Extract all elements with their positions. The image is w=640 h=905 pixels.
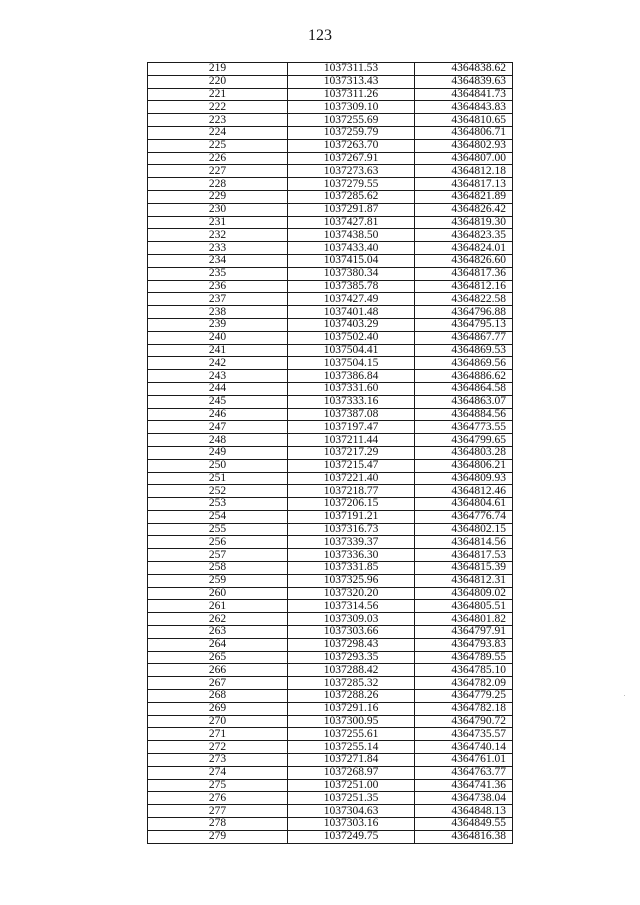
x-coordinate-cell: 1037221.40 <box>288 472 415 485</box>
point-number-cell: 266 <box>148 664 288 677</box>
point-number-cell: 219 <box>148 63 288 76</box>
point-number-cell: 267 <box>148 677 288 690</box>
y-coordinate-cell: 4364812.18 <box>415 165 513 178</box>
x-coordinate-cell: 1037331.60 <box>288 382 415 395</box>
x-coordinate-cell: 1037427.49 <box>288 293 415 306</box>
x-coordinate-cell: 1037259.79 <box>288 126 415 139</box>
table-row <box>148 459 513 472</box>
x-coordinate-cell: 1037285.32 <box>288 677 415 690</box>
table-row <box>148 574 513 587</box>
y-coordinate-cell: 4364779.25 <box>415 690 513 703</box>
x-coordinate-cell: 1037401.48 <box>288 306 415 319</box>
table-row <box>148 779 513 792</box>
y-coordinate-cell: 4364867.77 <box>415 331 513 344</box>
x-coordinate-cell: 1037504.15 <box>288 357 415 370</box>
point-number-cell: 238 <box>148 306 288 319</box>
x-coordinate-cell: 1037304.63 <box>288 805 415 818</box>
x-coordinate-cell: 1037303.66 <box>288 626 415 639</box>
table-row <box>148 715 513 728</box>
x-coordinate-cell: 1037438.50 <box>288 229 415 242</box>
y-coordinate-cell: 4364824.01 <box>415 242 513 255</box>
x-coordinate-cell: 1037325.96 <box>288 574 415 587</box>
x-coordinate-cell: 1037303.16 <box>288 818 415 831</box>
point-number-cell: 251 <box>148 472 288 485</box>
y-coordinate-cell: 4364848.13 <box>415 805 513 818</box>
x-coordinate-cell: 1037255.14 <box>288 741 415 754</box>
y-coordinate-cell: 4364763.77 <box>415 766 513 779</box>
x-coordinate-cell: 1037427.81 <box>288 216 415 229</box>
y-coordinate-cell: 4364822.58 <box>415 293 513 306</box>
y-coordinate-cell: 4364826.60 <box>415 254 513 267</box>
y-coordinate-cell: 4364884.56 <box>415 408 513 421</box>
point-number-cell: 224 <box>148 126 288 139</box>
x-coordinate-cell: 1037311.26 <box>288 88 415 101</box>
point-number-cell: 248 <box>148 434 288 447</box>
table-row <box>148 549 513 562</box>
table-row <box>148 754 513 767</box>
point-number-cell: 272 <box>148 741 288 754</box>
point-number-cell: 222 <box>148 101 288 114</box>
table-row <box>148 792 513 805</box>
y-coordinate-cell: 4364802.15 <box>415 523 513 536</box>
table-row <box>148 498 513 511</box>
y-coordinate-cell: 4364814.56 <box>415 536 513 549</box>
point-number-cell: 232 <box>148 229 288 242</box>
y-coordinate-cell: 4364819.30 <box>415 216 513 229</box>
point-number-cell: 262 <box>148 613 288 626</box>
point-number-cell: 239 <box>148 318 288 331</box>
x-coordinate-cell: 1037433.40 <box>288 242 415 255</box>
table-row <box>148 587 513 600</box>
table-row <box>148 267 513 280</box>
table-row <box>148 216 513 229</box>
y-coordinate-cell: 4364823.35 <box>415 229 513 242</box>
point-number-cell: 225 <box>148 139 288 152</box>
x-coordinate-cell: 1037288.26 <box>288 690 415 703</box>
x-coordinate-cell: 1037197.47 <box>288 421 415 434</box>
x-coordinate-cell: 1037339.37 <box>288 536 415 549</box>
point-number-cell: 276 <box>148 792 288 805</box>
point-number-cell: 228 <box>148 178 288 191</box>
x-coordinate-cell: 1037273.63 <box>288 165 415 178</box>
x-coordinate-cell: 1037251.35 <box>288 792 415 805</box>
y-coordinate-cell: 4364804.61 <box>415 498 513 511</box>
point-number-cell: 223 <box>148 114 288 127</box>
table-row <box>148 536 513 549</box>
table-row <box>148 472 513 485</box>
table-row <box>148 485 513 498</box>
x-coordinate-cell: 1037191.21 <box>288 510 415 523</box>
table-row <box>148 677 513 690</box>
table-row <box>148 562 513 575</box>
table-row <box>148 254 513 267</box>
table-row <box>148 690 513 703</box>
scan-artifact-dot <box>624 695 625 696</box>
table-row <box>148 190 513 203</box>
point-number-cell: 229 <box>148 190 288 203</box>
table-row <box>148 126 513 139</box>
table-row <box>148 152 513 165</box>
point-number-cell: 240 <box>148 331 288 344</box>
table-row <box>148 766 513 779</box>
table-row <box>148 229 513 242</box>
y-coordinate-cell: 4364801.82 <box>415 613 513 626</box>
table-row <box>148 510 513 523</box>
table-row <box>148 165 513 178</box>
point-number-cell: 235 <box>148 267 288 280</box>
y-coordinate-cell: 4364776.74 <box>415 510 513 523</box>
x-coordinate-cell: 1037255.61 <box>288 728 415 741</box>
x-coordinate-cell: 1037211.44 <box>288 434 415 447</box>
table-row <box>148 331 513 344</box>
point-number-cell: 245 <box>148 395 288 408</box>
x-coordinate-cell: 1037263.70 <box>288 139 415 152</box>
point-number-cell: 273 <box>148 754 288 767</box>
x-coordinate-cell: 1037300.95 <box>288 715 415 728</box>
x-coordinate-cell: 1037285.62 <box>288 190 415 203</box>
y-coordinate-cell: 4364782.09 <box>415 677 513 690</box>
y-coordinate-cell: 4364816.38 <box>415 830 513 843</box>
y-coordinate-cell: 4364741.36 <box>415 779 513 792</box>
y-coordinate-cell: 4364735.57 <box>415 728 513 741</box>
y-coordinate-cell: 4364805.51 <box>415 600 513 613</box>
x-coordinate-cell: 1037380.34 <box>288 267 415 280</box>
y-coordinate-cell: 4364815.39 <box>415 562 513 575</box>
y-coordinate-cell: 4364839.63 <box>415 75 513 88</box>
x-coordinate-cell: 1037311.53 <box>288 63 415 76</box>
point-number-cell: 271 <box>148 728 288 741</box>
x-coordinate-cell: 1037336.30 <box>288 549 415 562</box>
x-coordinate-cell: 1037267.91 <box>288 152 415 165</box>
table-row <box>148 395 513 408</box>
x-coordinate-cell: 1037415.04 <box>288 254 415 267</box>
x-coordinate-cell: 1037309.03 <box>288 613 415 626</box>
point-number-cell: 234 <box>148 254 288 267</box>
x-coordinate-cell: 1037331.85 <box>288 562 415 575</box>
y-coordinate-cell: 4364740.14 <box>415 741 513 754</box>
y-coordinate-cell: 4364864.58 <box>415 382 513 395</box>
point-number-cell: 274 <box>148 766 288 779</box>
y-coordinate-cell: 4364782.18 <box>415 702 513 715</box>
table-row <box>148 434 513 447</box>
y-coordinate-cell: 4364821.89 <box>415 190 513 203</box>
point-number-cell: 227 <box>148 165 288 178</box>
point-number-cell: 231 <box>148 216 288 229</box>
x-coordinate-cell: 1037288.42 <box>288 664 415 677</box>
x-coordinate-cell: 1037271.84 <box>288 754 415 767</box>
y-coordinate-cell: 4364790.72 <box>415 715 513 728</box>
table-row <box>148 382 513 395</box>
table-row <box>148 728 513 741</box>
x-coordinate-cell: 1037255.69 <box>288 114 415 127</box>
y-coordinate-cell: 4364802.93 <box>415 139 513 152</box>
point-number-cell: 259 <box>148 574 288 587</box>
coordinates-table <box>147 62 513 844</box>
y-coordinate-cell: 4364806.71 <box>415 126 513 139</box>
table-row <box>148 446 513 459</box>
table-row <box>148 318 513 331</box>
table-row <box>148 357 513 370</box>
point-number-cell: 260 <box>148 587 288 600</box>
y-coordinate-cell: 4364809.93 <box>415 472 513 485</box>
x-coordinate-cell: 1037251.00 <box>288 779 415 792</box>
y-coordinate-cell: 4364810.65 <box>415 114 513 127</box>
x-coordinate-cell: 1037298.43 <box>288 638 415 651</box>
point-number-cell: 279 <box>148 830 288 843</box>
y-coordinate-cell: 4364803.28 <box>415 446 513 459</box>
point-number-cell: 277 <box>148 805 288 818</box>
y-coordinate-cell: 4364817.36 <box>415 267 513 280</box>
point-number-cell: 221 <box>148 88 288 101</box>
y-coordinate-cell: 4364863.07 <box>415 395 513 408</box>
table-row <box>148 306 513 319</box>
table-row <box>148 139 513 152</box>
y-coordinate-cell: 4364849.55 <box>415 818 513 831</box>
table-row <box>148 101 513 114</box>
table-row <box>148 651 513 664</box>
y-coordinate-cell: 4364797.91 <box>415 626 513 639</box>
point-number-cell: 247 <box>148 421 288 434</box>
y-coordinate-cell: 4364869.53 <box>415 344 513 357</box>
table-row <box>148 63 513 76</box>
point-number-cell: 255 <box>148 523 288 536</box>
point-number-cell: 241 <box>148 344 288 357</box>
point-number-cell: 230 <box>148 203 288 216</box>
y-coordinate-cell: 4364843.83 <box>415 101 513 114</box>
point-number-cell: 257 <box>148 549 288 562</box>
table-row <box>148 741 513 754</box>
table-row <box>148 830 513 843</box>
point-number-cell: 236 <box>148 280 288 293</box>
table-row <box>148 523 513 536</box>
point-number-cell: 253 <box>148 498 288 511</box>
y-coordinate-cell: 4364799.65 <box>415 434 513 447</box>
point-number-cell: 252 <box>148 485 288 498</box>
y-coordinate-cell: 4364886.62 <box>415 370 513 383</box>
table-row <box>148 664 513 677</box>
point-number-cell: 258 <box>148 562 288 575</box>
x-coordinate-cell: 1037504.41 <box>288 344 415 357</box>
point-number-cell: 250 <box>148 459 288 472</box>
point-number-cell: 269 <box>148 702 288 715</box>
x-coordinate-cell: 1037279.55 <box>288 178 415 191</box>
table-row <box>148 702 513 715</box>
table-row <box>148 613 513 626</box>
y-coordinate-cell: 4364812.31 <box>415 574 513 587</box>
point-number-cell: 270 <box>148 715 288 728</box>
table-row <box>148 293 513 306</box>
table-row <box>148 114 513 127</box>
y-coordinate-cell: 4364826.42 <box>415 203 513 216</box>
point-number-cell: 275 <box>148 779 288 792</box>
y-coordinate-cell: 4364761.01 <box>415 754 513 767</box>
table-row <box>148 818 513 831</box>
y-coordinate-cell: 4364812.16 <box>415 280 513 293</box>
table-row <box>148 178 513 191</box>
y-coordinate-cell: 4364812.46 <box>415 485 513 498</box>
y-coordinate-cell: 4364795.13 <box>415 318 513 331</box>
x-coordinate-cell: 1037293.35 <box>288 651 415 664</box>
y-coordinate-cell: 4364785.10 <box>415 664 513 677</box>
x-coordinate-cell: 1037387.08 <box>288 408 415 421</box>
y-coordinate-cell: 4364789.55 <box>415 651 513 664</box>
point-number-cell: 226 <box>148 152 288 165</box>
x-coordinate-cell: 1037309.10 <box>288 101 415 114</box>
table-row <box>148 344 513 357</box>
table-row <box>148 203 513 216</box>
x-coordinate-cell: 1037385.78 <box>288 280 415 293</box>
y-coordinate-cell: 4364738.04 <box>415 792 513 805</box>
point-number-cell: 243 <box>148 370 288 383</box>
coordinates-table-body <box>148 63 513 844</box>
point-number-cell: 256 <box>148 536 288 549</box>
point-number-cell: 249 <box>148 446 288 459</box>
x-coordinate-cell: 1037333.16 <box>288 395 415 408</box>
point-number-cell: 220 <box>148 75 288 88</box>
point-number-cell: 264 <box>148 638 288 651</box>
x-coordinate-cell: 1037206.15 <box>288 498 415 511</box>
point-number-cell: 261 <box>148 600 288 613</box>
y-coordinate-cell: 4364793.83 <box>415 638 513 651</box>
x-coordinate-cell: 1037386.84 <box>288 370 415 383</box>
x-coordinate-cell: 1037314.56 <box>288 600 415 613</box>
point-number-cell: 246 <box>148 408 288 421</box>
y-coordinate-cell: 4364817.13 <box>415 178 513 191</box>
x-coordinate-cell: 1037291.16 <box>288 702 415 715</box>
x-coordinate-cell: 1037403.29 <box>288 318 415 331</box>
table-row <box>148 75 513 88</box>
y-coordinate-cell: 4364809.02 <box>415 587 513 600</box>
table-row <box>148 626 513 639</box>
y-coordinate-cell: 4364773.55 <box>415 421 513 434</box>
point-number-cell: 265 <box>148 651 288 664</box>
y-coordinate-cell: 4364838.62 <box>415 63 513 76</box>
y-coordinate-cell: 4364806.21 <box>415 459 513 472</box>
x-coordinate-cell: 1037249.75 <box>288 830 415 843</box>
point-number-cell: 263 <box>148 626 288 639</box>
x-coordinate-cell: 1037291.87 <box>288 203 415 216</box>
table-row <box>148 88 513 101</box>
table-row <box>148 242 513 255</box>
point-number-cell: 244 <box>148 382 288 395</box>
y-coordinate-cell: 4364796.88 <box>415 306 513 319</box>
x-coordinate-cell: 1037320.20 <box>288 587 415 600</box>
point-number-cell: 278 <box>148 818 288 831</box>
x-coordinate-cell: 1037313.43 <box>288 75 415 88</box>
x-coordinate-cell: 1037268.97 <box>288 766 415 779</box>
table-row <box>148 805 513 818</box>
x-coordinate-cell: 1037215.47 <box>288 459 415 472</box>
x-coordinate-cell: 1037218.77 <box>288 485 415 498</box>
table-row <box>148 600 513 613</box>
table-row <box>148 638 513 651</box>
table-row <box>148 370 513 383</box>
y-coordinate-cell: 4364807.00 <box>415 152 513 165</box>
x-coordinate-cell: 1037502.40 <box>288 331 415 344</box>
table-row <box>148 280 513 293</box>
y-coordinate-cell: 4364817.53 <box>415 549 513 562</box>
y-coordinate-cell: 4364869.56 <box>415 357 513 370</box>
point-number-cell: 237 <box>148 293 288 306</box>
point-number-cell: 233 <box>148 242 288 255</box>
point-number-cell: 254 <box>148 510 288 523</box>
x-coordinate-cell: 1037217.29 <box>288 446 415 459</box>
table-row <box>148 421 513 434</box>
table-row <box>148 408 513 421</box>
point-number-cell: 242 <box>148 357 288 370</box>
y-coordinate-cell: 4364841.73 <box>415 88 513 101</box>
x-coordinate-cell: 1037316.73 <box>288 523 415 536</box>
point-number-cell: 268 <box>148 690 288 703</box>
page-number: 123 <box>308 27 332 44</box>
